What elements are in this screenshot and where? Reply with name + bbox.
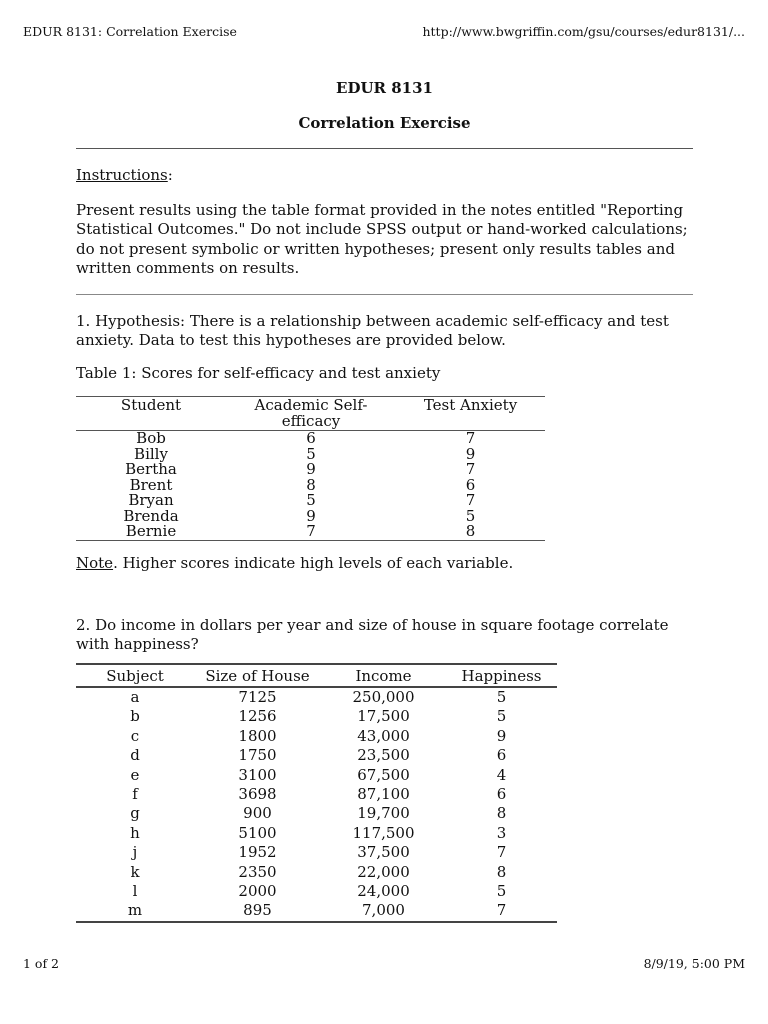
table-cell: 87,100 — [357, 785, 410, 804]
table1-header-row — [76, 397, 545, 431]
table-cell: Bertha — [125, 460, 177, 478]
course-title: EDUR 8131 — [336, 79, 433, 97]
print-header-title: EDUR 8131: Correlation Exercise — [23, 24, 237, 39]
note-text: . Higher scores indicate high levels of each variable. — [113, 554, 514, 572]
page-count: 1 of 2 — [23, 956, 60, 971]
table-cell: m — [76, 901, 194, 921]
table-cell: 6 — [496, 746, 507, 765]
table-cell: 6 — [496, 785, 507, 804]
print-timestamp: 8/9/19, 5:00 PM — [643, 956, 745, 971]
table2-header-income: Income — [321, 664, 446, 687]
table-row — [76, 863, 557, 882]
table-cell: a — [130, 688, 140, 706]
table2-header-size-of-house: Size of House — [194, 664, 321, 687]
table-cell: h — [130, 823, 140, 842]
table-row — [76, 843, 557, 862]
table-cell: 5 — [496, 882, 507, 901]
table-row — [76, 804, 557, 823]
table-cell: 3100 — [238, 765, 277, 784]
table1-note — [76, 554, 693, 573]
table-cell: Bryan — [128, 491, 174, 509]
table-income-house-happiness — [76, 663, 557, 923]
table-cell: 9 — [306, 460, 316, 478]
table-cell: 8 — [396, 524, 545, 540]
table-cell: 5 — [496, 707, 507, 726]
table-self-efficacy-anxiety — [76, 396, 545, 541]
table-row — [76, 901, 557, 921]
table-cell: 5 — [306, 444, 316, 463]
table-cell: 7 — [446, 901, 557, 921]
table-cell: 7,000 — [321, 901, 446, 921]
table-cell: 17,500 — [357, 707, 410, 726]
table-cell: 5 — [306, 491, 316, 509]
table-cell: k — [130, 862, 140, 881]
table-cell: g — [130, 804, 140, 823]
table-cell: Billy — [134, 444, 168, 463]
table-cell: 7 — [465, 491, 476, 509]
table-row — [76, 882, 557, 901]
table-cell: 250,000 — [352, 688, 415, 706]
table-cell: 7 — [226, 524, 396, 540]
table-cell: 6 — [306, 429, 316, 447]
table-cell: 7 — [465, 460, 476, 478]
instructions-label: Instructions — [76, 166, 168, 184]
print-header-url[interactable]: http://www.bwgriffin.com/gsu/courses/edur8131/... — [422, 24, 745, 39]
instructions-text: Present results using the table format provided in the notes entitled "Reporting Statistical Outcomes." Do not include SPSS output or hand-worked calculations; do not present symbolic or written hypotheses; present only results tables and written comments on results. — [76, 201, 688, 277]
table-cell: 2350 — [238, 862, 277, 881]
table-cell: Bernie — [76, 524, 226, 540]
table1-header-student: Student — [76, 397, 226, 431]
table-row — [76, 766, 557, 785]
table-cell: 9 — [306, 506, 316, 525]
table-cell: 5 — [465, 506, 476, 525]
table-cell: 900 — [243, 804, 272, 823]
table2-header-happiness: Happiness — [446, 664, 557, 687]
table-cell: j — [132, 843, 138, 862]
table-cell: Brent — [129, 475, 173, 494]
table2-header-row — [76, 664, 557, 687]
table-cell: 9 — [465, 444, 476, 463]
question-2: 2. Do income in dollars per year and size of house in square footage correlate with happiness? — [76, 616, 669, 654]
table2-header-subject: Subject — [76, 664, 194, 687]
table-cell: 19,700 — [357, 804, 410, 823]
table-cell: 7 — [496, 843, 507, 862]
table-cell: 8 — [496, 862, 507, 881]
page-title: Correlation Exercise — [298, 114, 471, 132]
table-cell: 895 — [194, 901, 321, 921]
table-cell: 5 — [496, 688, 507, 706]
table-cell: 117,500 — [352, 823, 415, 842]
table-cell: 7125 — [238, 688, 277, 706]
table-cell: e — [130, 765, 140, 784]
table-row — [76, 727, 557, 746]
table-cell: 23,500 — [357, 746, 410, 765]
table-cell: 67,500 — [357, 765, 410, 784]
table-cell: 1750 — [238, 746, 277, 765]
instructions-heading — [76, 166, 693, 185]
table-cell: Brenda — [123, 506, 179, 525]
table-row — [76, 746, 557, 765]
section-divider — [76, 294, 693, 295]
table-cell: 1256 — [238, 707, 277, 726]
table-cell: 22,000 — [357, 862, 410, 881]
question-1: 1. Hypothesis: There is a relationship between academic self-efficacy and test anxiety. Data to test this hypotheses are provided below. — [76, 312, 669, 350]
table-cell: 1952 — [238, 843, 277, 862]
table-cell: f — [132, 785, 138, 804]
table-cell: 4 — [496, 765, 507, 784]
note-label: Note — [76, 554, 114, 572]
instructions-colon: : — [167, 166, 173, 184]
table-cell: d — [130, 746, 140, 765]
table-cell: 8 — [496, 804, 507, 823]
table-row — [76, 785, 557, 804]
table1-header-self-efficacy: Academic Self-efficacy — [226, 397, 396, 431]
table-cell: 6 — [465, 475, 476, 494]
table-cell: 7 — [465, 429, 476, 447]
table-cell: 8 — [306, 475, 316, 494]
table-cell: 5100 — [238, 823, 277, 842]
table-row — [76, 524, 545, 540]
table-cell: l — [132, 882, 138, 901]
table-cell: 9 — [496, 726, 507, 745]
table-cell: 2000 — [238, 882, 277, 901]
table-cell: Bob — [136, 429, 166, 447]
table-row — [76, 824, 557, 843]
table-cell: 24,000 — [357, 882, 410, 901]
table1-header-test-anxiety: Test Anxiety — [396, 397, 545, 431]
table-cell: 3698 — [238, 785, 277, 804]
title-divider — [76, 148, 693, 149]
table-cell: 37,500 — [357, 843, 410, 862]
table1-caption: Table 1: Scores for self-efficacy and test anxiety — [76, 364, 441, 382]
table-cell: c — [130, 726, 140, 745]
table-cell: 43,000 — [357, 726, 410, 745]
table-row — [76, 687, 557, 707]
table-cell: b — [130, 707, 140, 726]
table-row — [76, 707, 557, 726]
table-cell: 1800 — [238, 726, 277, 745]
table-cell: 3 — [496, 823, 507, 842]
